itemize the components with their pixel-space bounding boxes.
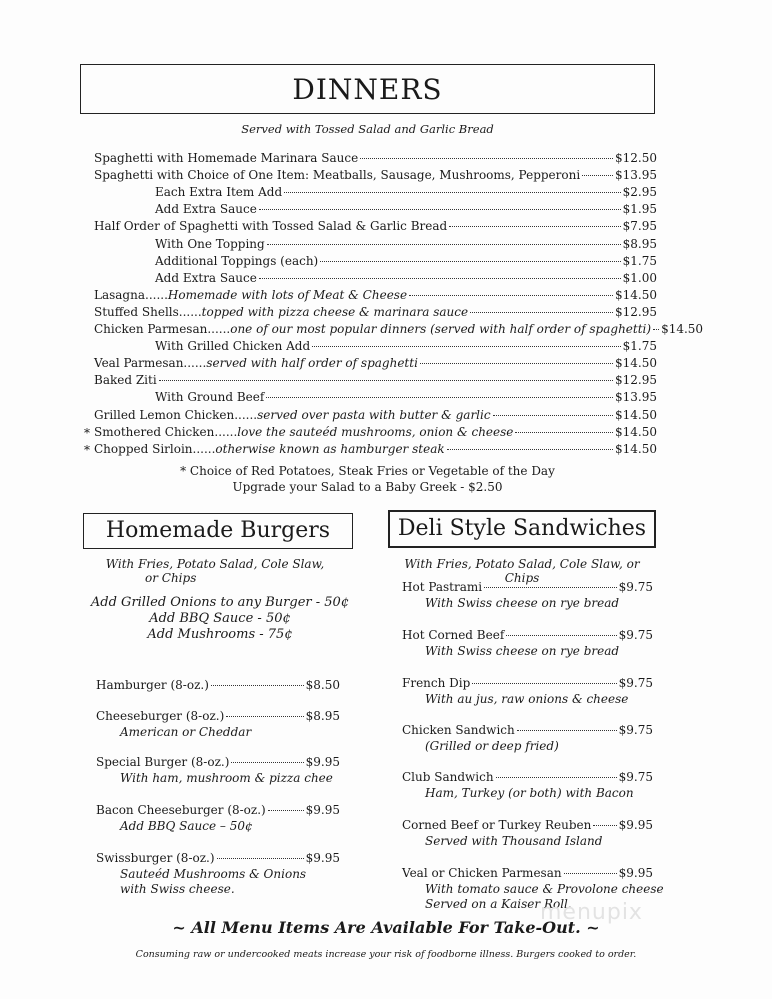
item-price: $1.95 — [622, 202, 657, 217]
leader-dots — [268, 810, 304, 811]
leader-dots — [582, 175, 613, 176]
sandwich-item — [402, 580, 653, 594]
sandwich-item-note: With Swiss cheese on rye bread — [425, 644, 620, 658]
item-price: $12.95 — [615, 304, 657, 319]
leader-dots — [593, 825, 616, 826]
leader-dots — [226, 716, 303, 717]
item-price: $13.95 — [615, 390, 657, 405]
item-name: French Dip — [402, 676, 471, 690]
item-price: $9.75 — [618, 676, 653, 690]
leader-dots — [472, 683, 616, 684]
item-price: $12.50 — [615, 151, 657, 165]
item-name: With One Topping — [155, 236, 265, 251]
item-price: $9.75 — [618, 628, 653, 642]
leader-dots — [266, 397, 613, 398]
sandwich-item — [402, 818, 653, 832]
item-price: $9.95 — [618, 866, 653, 880]
dinners-title-box — [80, 64, 655, 114]
burger-item-note: Add BBQ Sauce – 50¢ — [120, 819, 253, 833]
dinners-subtitle: Served with Tossed Salad and Garlic Bread — [241, 122, 494, 136]
item-price: $1.00 — [622, 270, 657, 285]
item-price: $8.95 — [305, 709, 340, 723]
dinners-note-upgrade: Upgrade your Salad to a Baby Greek - $2.50 — [232, 480, 503, 494]
burger-item — [96, 803, 340, 817]
item-name: Bacon Cheeseburger (8-oz.) — [96, 803, 266, 817]
item-description: served over pasta with butter & garlic — [257, 407, 491, 422]
burgers-intro-line1: With Fries, Potato Salad, Cole Slaw, — [105, 557, 325, 571]
item-price: $12.95 — [615, 373, 657, 388]
item-name: Hamburger (8-oz.) — [96, 678, 209, 692]
leader-dots — [211, 685, 304, 686]
dinner-item — [155, 271, 657, 285]
leader-dots — [267, 244, 621, 245]
leader-dots — [360, 158, 613, 159]
item-name: Chopped Sirloin...... — [94, 441, 216, 456]
item-price: $14.50 — [661, 322, 704, 336]
sandwich-item — [402, 723, 653, 737]
dinner-item — [94, 373, 657, 387]
leader-dots — [484, 587, 617, 588]
dinner-item — [155, 202, 657, 216]
leader-dots — [217, 858, 304, 859]
item-name: Lasagna...... — [94, 287, 168, 302]
item-name: Special Burger (8-oz.) — [96, 755, 230, 769]
item-price: $2.95 — [622, 185, 657, 200]
burgers-title-box — [83, 513, 353, 549]
sandwich-item — [402, 866, 653, 880]
deli-title-box — [388, 510, 656, 548]
item-price: $1.75 — [622, 253, 657, 268]
item-name: With Ground Beef — [155, 390, 265, 405]
item-price: $8.50 — [305, 678, 340, 692]
item-name: Hot Corned Beef — [402, 628, 505, 642]
leader-dots — [312, 346, 620, 347]
dinner-item — [94, 305, 657, 319]
sandwich-item-note: Served with Thousand Island — [425, 834, 603, 848]
leader-dots — [420, 363, 613, 364]
dinner-item — [94, 322, 704, 336]
item-description: Homemade with lots of Meat & Cheese — [167, 287, 408, 302]
item-description: love the sauteéd mushrooms, onion & cheese — [237, 424, 514, 439]
item-name: Baked Ziti — [94, 373, 157, 388]
leader-dots — [496, 777, 617, 778]
item-description: otherwise known as hamburger steak — [215, 441, 445, 456]
item-price: $14.50 — [615, 407, 657, 422]
item-name: Half Order of Spaghetti with Tossed Salad & Garlic Bread — [94, 219, 448, 234]
burgers-intro — [90, 557, 340, 585]
item-name: Grilled Lemon Chicken...... — [94, 407, 258, 422]
leader-dots — [231, 762, 303, 763]
sandwich-item-note: (Grilled or deep fried) — [425, 739, 559, 753]
burger-addon-onions: Add Grilled Onions to any Burger - 50¢ — [90, 595, 350, 610]
item-price: $9.95 — [305, 851, 340, 865]
item-price: $9.95 — [618, 818, 653, 832]
dinner-item — [155, 390, 657, 404]
burgers-addons — [90, 595, 350, 643]
leader-dots — [259, 209, 621, 210]
sandwich-item-note: Ham, Turkey (or both) with Bacon — [425, 786, 634, 800]
leader-dots — [493, 415, 613, 416]
star-marker-smothered: * — [84, 426, 90, 440]
star-marker-sirloin: * — [84, 443, 90, 457]
deli-title: Deli Style Sandwiches — [397, 516, 647, 541]
item-price: $9.95 — [305, 803, 340, 817]
item-description: topped with pizza cheese & marinara sauce — [201, 304, 469, 319]
sandwich-item — [402, 628, 653, 642]
takeout-note: ~ All Menu Items Are Available For Take-Out. ~ — [172, 918, 600, 937]
leader-dots — [284, 192, 621, 193]
deli-intro: With Fries, Potato Salad, Cole Slaw, or Chips — [404, 557, 640, 585]
dinner-item — [94, 425, 657, 439]
dinner-item — [94, 408, 657, 422]
dinner-item — [94, 356, 657, 370]
item-price: $7.95 — [622, 219, 657, 234]
item-name: Stuffed Shells...... — [94, 304, 202, 319]
item-name: Hot Pastrami — [402, 580, 483, 594]
leader-dots — [564, 873, 617, 874]
dinners-note-sides: * Choice of Red Potatoes, Steak Fries or Vegetable of the Day — [180, 464, 555, 478]
burger-item — [96, 851, 340, 865]
item-price: $9.75 — [618, 723, 653, 737]
burger-item — [96, 755, 340, 769]
burger-item-note: Sauteéd Mushrooms & Onions — [120, 867, 307, 881]
item-price: $8.95 — [622, 236, 657, 251]
dinner-item — [94, 442, 657, 456]
leader-dots — [653, 329, 659, 330]
food-safety-disclaimer: Consuming raw or undercooked meats increase your risk of foodborne illness. Burgers cooked to order. — [135, 949, 637, 960]
leader-dots — [515, 432, 613, 433]
leader-dots — [517, 730, 617, 731]
dinner-item — [94, 151, 657, 165]
item-price: $14.50 — [615, 441, 657, 456]
dinner-item — [155, 339, 657, 353]
leader-dots — [470, 312, 613, 313]
item-name: Veal or Chicken Parmesan — [402, 866, 562, 880]
watermark: menupix — [540, 900, 643, 925]
sandwich-item-note: Served on a Kaiser Roll. — [425, 897, 572, 911]
item-name: Spaghetti with Homemade Marinara Sauce — [94, 151, 359, 165]
item-price: $9.75 — [618, 770, 653, 784]
item-name: Chicken Parmesan...... — [94, 322, 231, 336]
dinner-item — [155, 237, 657, 251]
item-name: Add Extra Sauce — [155, 270, 257, 285]
burger-item-note: with Swiss cheese. — [120, 882, 235, 896]
item-name: Additional Toppings (each) — [155, 253, 319, 268]
sandwich-item — [402, 770, 653, 784]
leader-dots — [449, 226, 620, 227]
item-name: Spaghetti with Choice of One Item: Meatballs, Sausage, Mushrooms, Pepperoni — [94, 168, 581, 183]
item-name: Smothered Chicken...... — [94, 424, 238, 439]
item-price: $14.50 — [615, 424, 657, 439]
leader-dots — [447, 449, 613, 450]
burger-addon-bbq: Add BBQ Sauce - 50¢ — [149, 611, 291, 626]
sandwich-item-note: With Swiss cheese on rye bread — [425, 596, 620, 610]
dinner-item — [155, 254, 657, 268]
dinner-item — [94, 288, 657, 302]
burgers-title: Homemade Burgers — [105, 518, 331, 543]
item-name: With Grilled Chicken Add — [155, 339, 311, 354]
sandwich-item-note: With au jus, raw onions & cheese — [425, 692, 629, 706]
leader-dots — [320, 261, 620, 262]
sandwich-item — [402, 676, 653, 690]
item-name: Corned Beef or Turkey Reuben — [402, 818, 592, 832]
item-price: $14.50 — [615, 287, 657, 302]
item-name: Chicken Sandwich — [402, 723, 515, 737]
dinner-item — [155, 185, 657, 199]
dinner-item — [94, 219, 657, 233]
item-name: Add Extra Sauce — [155, 202, 257, 217]
item-price: $9.75 — [618, 580, 653, 594]
item-description: served with half order of spaghetti — [206, 356, 418, 371]
burger-item — [96, 678, 340, 692]
item-price: $13.95 — [615, 168, 657, 183]
leader-dots — [259, 278, 621, 279]
leader-dots — [506, 635, 616, 636]
item-price: $9.95 — [305, 755, 340, 769]
burger-item-note: With ham, mushroom & pizza chee — [120, 771, 333, 785]
dinners-title: DINNERS — [292, 73, 443, 106]
leader-dots — [159, 380, 613, 381]
item-name: Each Extra Item Add — [155, 185, 283, 200]
leader-dots — [409, 295, 613, 296]
item-name: Swissburger (8-oz.) — [96, 851, 215, 865]
burger-addon-mushrooms: Add Mushrooms - 75¢ — [147, 627, 293, 642]
burger-item — [96, 709, 340, 723]
item-name: Cheeseburger (8-oz.) — [96, 709, 225, 723]
item-description: one of our most popular dinners (served with half order of spaghetti) — [230, 322, 652, 336]
dinner-item — [94, 168, 657, 182]
item-price: $14.50 — [615, 356, 657, 371]
sandwich-item-note: With tomato sauce & Provolone cheese — [425, 882, 664, 896]
item-name: Club Sandwich — [402, 770, 494, 784]
burgers-intro-line2: or Chips — [145, 571, 197, 585]
item-price: $1.75 — [622, 339, 657, 354]
item-name: Veal Parmesan...... — [94, 356, 207, 371]
burger-item-note: American or Cheddar — [120, 725, 252, 739]
